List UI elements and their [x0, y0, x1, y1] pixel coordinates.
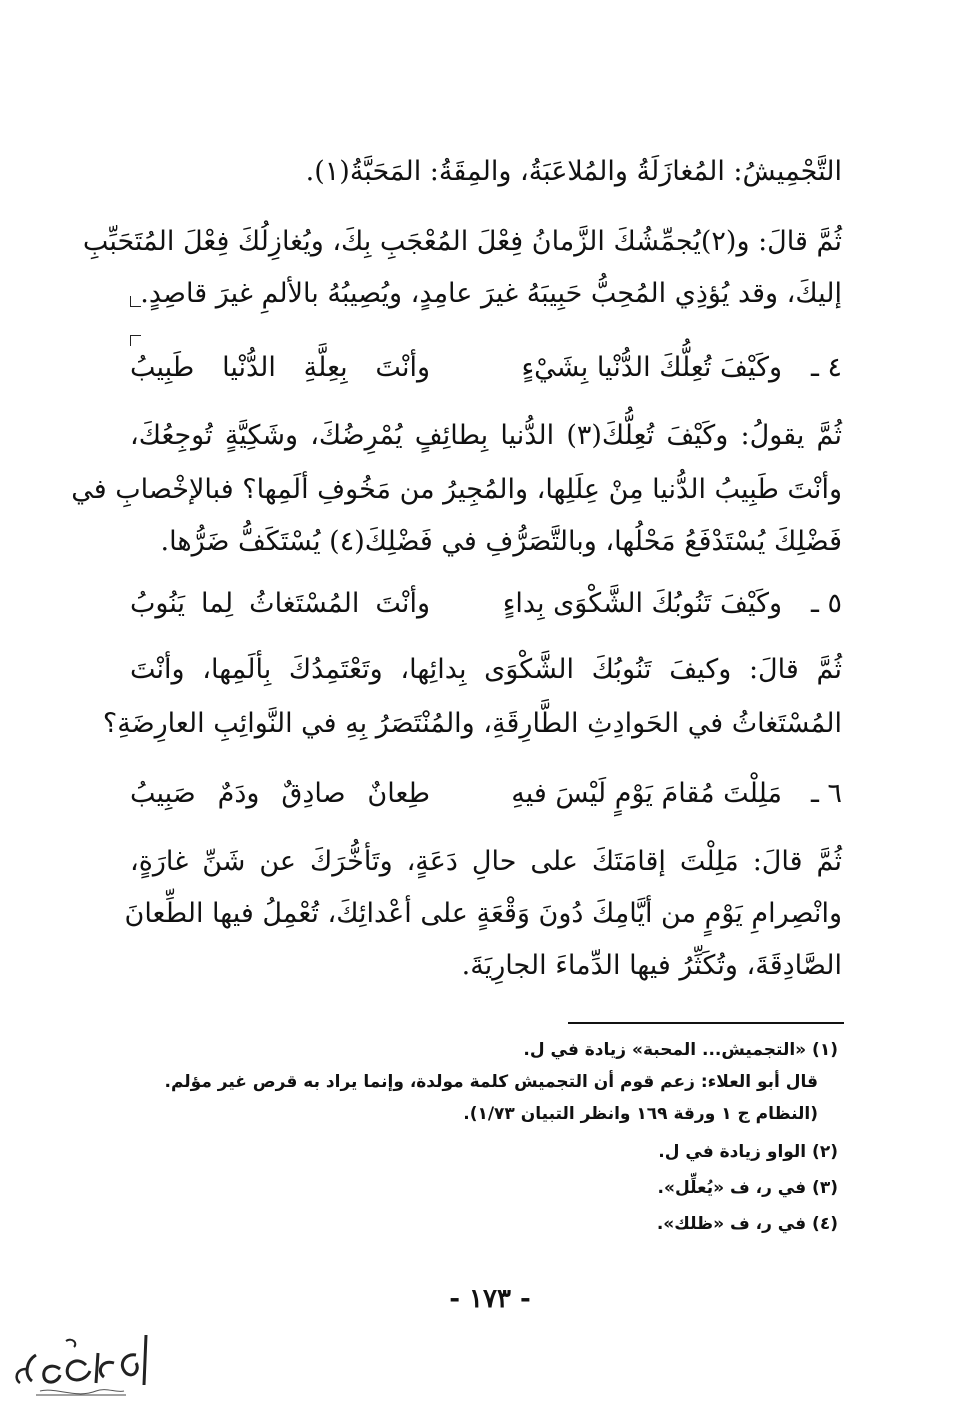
verse-second-hemistich: وأنْتَ المُسْتَغاثُ لِما يَنُوبُ	[130, 588, 430, 619]
paragraph-2-line-3: فَضْلِكَ يُسْتَدْفَعُ مَحْلُها، وبالتَّصَرُّفِ في فَضْلِكَ(٤) يُسْتَكَفُّ ضَرُّها.	[160, 526, 842, 557]
library-stamp-logo	[6, 1325, 158, 1405]
paragraph-2-line-2: وأنْتَ طَبِيبُ الدُّنيا مِنْ عِلَلِها، والمُجِيرُ من مَخُوفِ ألَمِها؟ فبالإخْصابِ في	[71, 474, 842, 505]
verse-first-hemistich: وكَيْفَ تَنُوبُكَ الشَّكْوَى بِداءٍ	[502, 588, 782, 619]
paragraph-3-line-1: ثُمَّ قالَ: وكيفَ تَنُوبُكَ الشَّكْوَى بِدائِها، وتَعْتَمِدُكَ بِألَمِها، وأنْتَ	[130, 654, 842, 685]
footnote-2: (٢) الواو زيادة في ل.	[658, 1142, 838, 1162]
paragraph-4-line-2: وانْصِرامِ يَوْمٍ من أيَّامِكَ دُونَ وَقْعَةٍ على أعْدائِكَ، تُعْمِلُ فيها الطِّعانَ	[124, 898, 842, 929]
verse-number: ٦ ـ	[810, 778, 842, 809]
footnote-1: (١) «التجميش... المحبة» زيادة في ل.	[523, 1040, 838, 1060]
section-start-mark	[130, 335, 141, 346]
section-end-mark	[130, 296, 141, 307]
definition-line: التَّجْمِيشُ: المُغازَلَةُ والمُلاعَبَةُ، والمِقَةُ: المَحَبَّةُ(١).	[305, 156, 842, 187]
verse-number: ٤ ـ	[810, 352, 842, 383]
verse-5	[130, 582, 842, 626]
footnote-1-source: (النظام ج ١ ورقة ١٦٩ وانظر التبيان ١/٧٣).	[463, 1104, 818, 1124]
paragraph-2-line-1: ثُمَّ يقولُ: وكَيْفَ تُعِلُّكَ(٣) الدُّنيا بِطائِفٍ يُمْرِضُكَ، وشَكِيَّةٍ تُوجِعُكَ،	[130, 420, 842, 451]
footnote-1-quote: قال أبو العلاء: زعم قوم أن التجميش كلمة مولدة، وإنما يراد به قرص غير مؤلم.	[164, 1072, 818, 1092]
verse-second-hemistich: وأنْتَ بِعِلَّةِ الدُّنْيا طَبِيبُ	[130, 352, 430, 383]
verse-number: ٥ ـ	[810, 588, 842, 619]
footnote-separator	[568, 1022, 844, 1024]
footnote-3: (٣) في ر، ف «يُعلِّل».	[657, 1178, 838, 1198]
verse-first-hemistich: مَلِلْتَ مُقامَ يَوْمٍ لَيْسَ فيهِ	[511, 778, 782, 809]
verse-first-hemistich: وكَيْفَ تُعِلُّكَ الدُّنْيا بِشَيْءٍ	[521, 352, 782, 383]
paragraph-4-line-3: الصَّادِقَةَ، وتُكَثِّرُ فيها الدِّماءَ الجارِيَةَ.	[461, 950, 842, 981]
page-number: - ١٧٣ -	[449, 1284, 531, 1314]
paragraph-1-line-2: إليكَ، وقد يُؤذِي المُحِبُّ حَبِيبَهُ غيرَ عامِدٍ، ويُصِيبُهُ بالألمِ غيرَ قاصِدٍ.	[140, 278, 842, 309]
paragraph-4-line-1: ثُمَّ قالَ: مَلِلْتَ إقامَتَكَ على حالِ دَعَةٍ، وتَأخُّرَكَ عن شَنِّ غارَةٍ،	[130, 846, 843, 877]
paragraph-3-line-2: المُسْتَغاثُ في الحَوادِثِ الطَّارِقَةِ، والمُنْتَصَرُ بِهِ في النَّوائِبِ العارِضَةِ؟	[102, 708, 842, 739]
verse-4	[130, 346, 842, 390]
footnote-4: (٤) في ر، ف «ظلك».	[656, 1214, 838, 1234]
verse-6	[130, 772, 842, 816]
verse-second-hemistich: طِعانٌ صادِقٌ ودَمٌ صَبِيبُ	[130, 778, 430, 809]
paragraph-1-line-1: ثُمَّ قالَ: و(٢)يُجمِّشُكَ الزَّمانُ فِعْلَ المُعْجَبِ بِكَ، ويُغازِلُكَ فِعْلَ المُتَحَبِّبِ	[82, 226, 842, 257]
